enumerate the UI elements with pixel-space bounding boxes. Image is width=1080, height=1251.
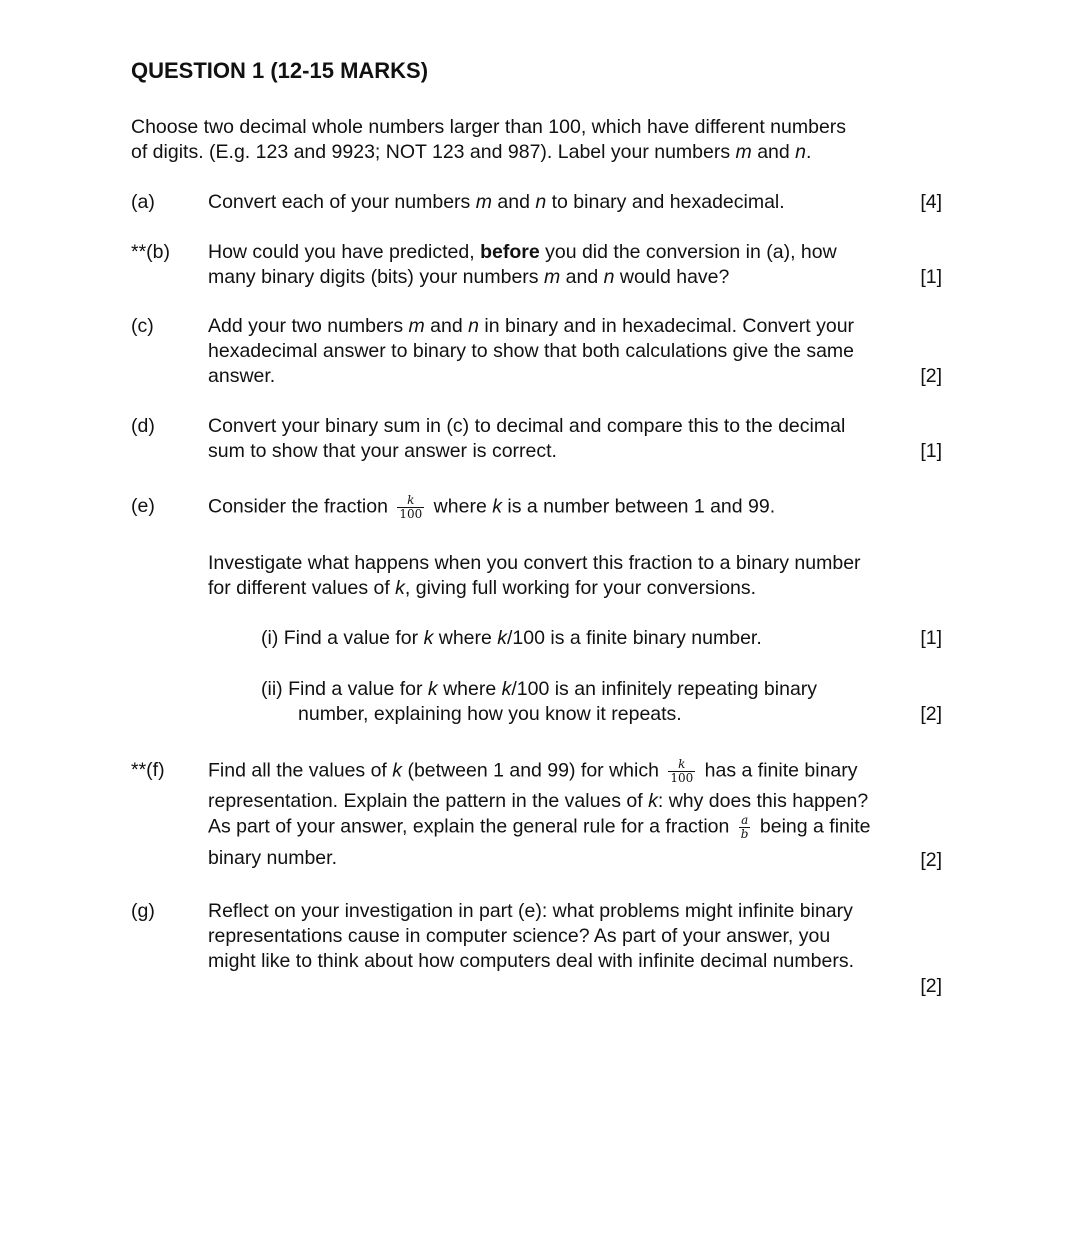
part-b <box>131 240 951 290</box>
text: would have? <box>614 266 730 288</box>
var-k: k <box>392 759 403 782</box>
part-label: (e) <box>131 495 155 517</box>
part-d-line-1: Convert your binary sum in (c) to decimal and compare this to the decimal <box>208 415 846 437</box>
text: you did the conversion in (a), how <box>539 241 837 263</box>
fraction-k-over-100 <box>397 494 424 521</box>
intro-line-2 <box>131 140 951 165</box>
text: (i) Find a value for <box>261 627 424 649</box>
part-e-ii <box>261 677 961 727</box>
part-text <box>208 758 1008 871</box>
text: where <box>437 678 502 700</box>
marks: [2] <box>920 849 942 871</box>
part-e-i-line-1 <box>261 626 961 651</box>
var-m: m <box>475 191 492 213</box>
part-e-i <box>261 626 961 651</box>
part-label: **(b) <box>131 241 171 263</box>
text: /100 is a finite binary number. <box>507 627 762 649</box>
text: Consider the fraction <box>208 495 394 518</box>
part-d-line-2: sum to show that your answer is correct. <box>208 440 557 462</box>
part-f-line-1 <box>208 758 1008 789</box>
text: and <box>491 191 536 213</box>
intro-and: and <box>751 141 796 163</box>
var-k: k <box>395 577 405 599</box>
text: to binary and hexadecimal. <box>546 191 785 213</box>
fraction-k-over-100 <box>668 758 695 785</box>
part-text <box>208 494 948 521</box>
var-k: k <box>423 627 434 649</box>
part-e <box>131 494 951 734</box>
text: /100 is an infinitely repeating binary <box>511 678 818 700</box>
part-e-ii-line-1 <box>261 677 961 702</box>
part-label: **(f) <box>131 759 165 781</box>
text: is a number between 1 and 99. <box>501 495 776 518</box>
part-e-para-line-1: Investigate what happens when you convert this fraction to a binary number <box>208 552 861 574</box>
part-f-line-3 <box>208 814 1008 846</box>
var-n: n <box>468 315 479 337</box>
text: As part of your answer, explain the general rule for a fraction <box>208 815 735 838</box>
part-c-line-2: hexadecimal answer to binary to show that both calculations give the same <box>208 340 855 362</box>
var-k: k <box>501 678 512 700</box>
part-label: (d) <box>131 415 155 437</box>
part-text <box>208 314 948 389</box>
marks: [1] <box>920 440 942 462</box>
question-title: QUESTION 1 (12-15 MARKS) <box>131 58 429 83</box>
var-m: m <box>543 266 561 288</box>
text: Convert each of your numbers <box>208 191 476 213</box>
var-n: n <box>603 266 615 288</box>
part-text <box>208 899 948 974</box>
text: for different values of <box>208 577 396 599</box>
part-c <box>131 314 951 389</box>
fraction-numerator: k <box>407 493 415 507</box>
marks: [2] <box>920 703 942 725</box>
part-f <box>131 758 951 878</box>
fraction-numerator: a <box>741 813 749 827</box>
emphasis-before: before <box>480 241 540 263</box>
part-c-line-3: answer. <box>208 365 276 387</box>
marks: [1] <box>920 627 942 649</box>
text: and <box>560 266 604 288</box>
fraction-denominator: 100 <box>399 507 423 521</box>
text: How could you have predicted, <box>208 241 481 263</box>
part-g-line-1: Reflect on your investigation in part (e): what problems might infinite binary <box>208 900 853 922</box>
var-k: k <box>497 627 508 649</box>
part-label: (g) <box>131 900 155 922</box>
fraction-denominator: 100 <box>670 771 694 785</box>
text: Add your two numbers <box>208 315 409 337</box>
marks: [1] <box>920 266 942 288</box>
part-label: (a) <box>131 191 155 213</box>
part-b-line-2 <box>208 265 948 290</box>
text: (between 1 and 99) for which <box>402 759 665 782</box>
var-k: k <box>427 678 438 700</box>
part-e-line-1 <box>208 494 948 521</box>
marks: [2] <box>920 365 942 387</box>
part-a <box>131 190 951 215</box>
part-e-ii-line-2: number, explaining how you know it repeats. <box>298 703 682 725</box>
part-g <box>131 899 951 999</box>
part-text <box>208 414 948 464</box>
part-e-investigate <box>208 551 948 601</box>
part-f-line-4: binary number. <box>208 847 337 869</box>
marks: [4] <box>920 191 942 213</box>
var-n: n <box>795 141 807 163</box>
text: representation. Explain the pattern in the values of <box>208 790 649 812</box>
part-d <box>131 414 951 464</box>
question-intro <box>131 115 951 165</box>
intro-text: of digits. (E.g. 123 and 9923; NOT 123 and 987). Label your numbers <box>131 141 736 163</box>
text: Find all the values of <box>208 759 393 782</box>
part-text <box>208 240 948 290</box>
var-m: m <box>735 141 752 163</box>
part-text <box>208 190 948 215</box>
text: (ii) Find a value for <box>261 678 428 700</box>
part-c-line-1 <box>208 314 948 339</box>
text: many binary digits (bits) your numbers <box>208 266 544 288</box>
fraction-numerator: k <box>678 757 686 771</box>
var-k: k <box>648 790 658 812</box>
var-k: k <box>492 495 502 518</box>
text: being a finite <box>754 815 871 838</box>
fraction-a-over-b <box>739 814 751 841</box>
var-n: n <box>535 191 547 213</box>
fraction-denominator: b <box>740 827 749 841</box>
part-g-line-3: might like to think about how computers deal with infinite decimal numbers. <box>208 950 854 972</box>
part-e-para-line-2 <box>208 576 948 601</box>
part-b-line-1 <box>208 240 948 265</box>
part-a-line-1 <box>208 190 948 215</box>
text: has a finite binary <box>699 759 858 782</box>
text: where <box>433 627 498 649</box>
text: , giving full working for your conversions. <box>404 577 757 599</box>
part-label: (c) <box>131 315 154 337</box>
text: in binary and in hexadecimal. Convert your <box>479 315 855 337</box>
part-f-line-2 <box>208 789 1008 814</box>
part-g-line-2: representations cause in computer science? As part of your answer, you <box>208 925 831 947</box>
text: : why does this happen? <box>657 790 869 812</box>
text: where <box>428 495 493 518</box>
marks: [2] <box>920 975 942 997</box>
intro-line-1: Choose two decimal whole numbers larger than 100, which have different numbers <box>131 116 847 138</box>
var-m: m <box>408 315 425 337</box>
text: and <box>424 315 469 337</box>
intro-period: . <box>806 141 812 163</box>
